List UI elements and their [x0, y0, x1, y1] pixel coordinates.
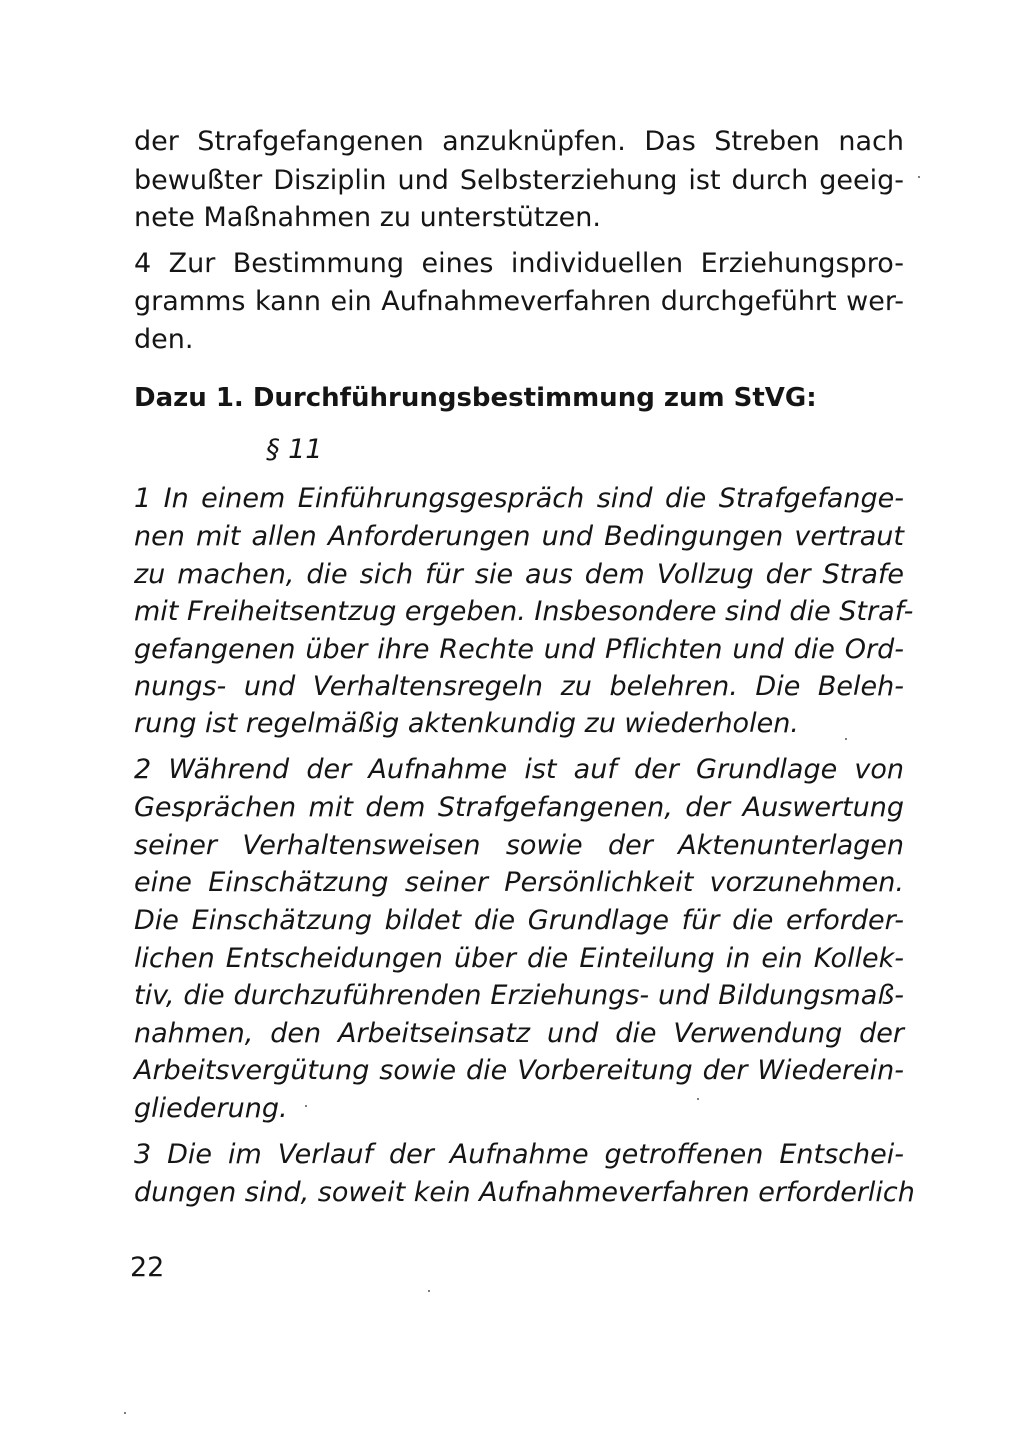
continuation-line: bewußter Disziplin und Selbsterziehung ist durch geeig-: [134, 165, 904, 196]
paragraph-1-line: nungs- und Verhaltensregeln zu belehren. Die Beleh-: [134, 671, 904, 702]
paragraph-1-line: nen mit allen Anforderungen und Bedingungen vertraut: [134, 521, 904, 552]
paragraph-3-line: 3 Die im Verlauf der Aufnahme getroffenen Entschei-: [134, 1139, 904, 1170]
paragraph-1-line: zu machen, die sich für sie aus dem Vollzug der Strafe: [134, 559, 904, 590]
paragraph-1-line: gefangenen über ihre Rechte und Pflichten und die Ord-: [134, 634, 904, 665]
paragraph-1-line: 1 In einem Einführungsgespräch sind die Strafgefange-: [134, 483, 904, 514]
scan-speck: [305, 1105, 307, 1107]
scan-speck: [918, 176, 920, 178]
paragraph-2-line: gliederung.: [134, 1093, 288, 1124]
paragraph-3-line: dungen sind, soweit kein Aufnahmeverfahren erforderlich: [134, 1177, 915, 1208]
paragraph-2-line: lichen Entscheidungen über die Einteilung in ein Kollek-: [134, 943, 904, 974]
paragraph-1-line: mit Freiheitsentzug ergeben. Insbesondere sind die Straf-: [134, 596, 914, 627]
continuation-line: der Strafgefangenen anzuknüpfen. Das Streben nach: [134, 126, 904, 157]
section-heading: Dazu 1. Durchführungsbestimmung zum StVG:: [134, 383, 817, 413]
paragraph-2-line: seiner Verhaltensweisen sowie der Aktenunterlagen: [134, 830, 904, 861]
continuation-line: nete Maßnahmen zu unterstützen.: [134, 202, 601, 233]
page-number: 22: [130, 1252, 165, 1283]
paragraph-2-line: eine Einschätzung seiner Persönlichkeit vorzunehmen.: [134, 867, 904, 898]
section-mark: § 11: [266, 434, 323, 465]
scan-speck: [697, 1098, 699, 1100]
paragraph-2-line: nahmen, den Arbeitseinsatz und die Verwendung der: [134, 1018, 904, 1049]
scan-speck: [845, 738, 847, 740]
paragraph-2-line: tiv, die durchzuführenden Erziehungs- und Bildungsmaß-: [134, 980, 904, 1011]
scan-speck: [124, 1412, 126, 1414]
scan-speck: [428, 1290, 430, 1292]
item-4-line: 4 Zur Bestimmung eines individuellen Erziehungspro-: [134, 248, 904, 279]
paragraph-2-line: Arbeitsvergütung sowie die Vorbereitung der Wiederein-: [134, 1055, 904, 1086]
item-4-line: den.: [134, 324, 194, 355]
paragraph-2-line: Gesprächen mit dem Strafgefangenen, der Auswertung: [134, 792, 904, 823]
item-4-line: gramms kann ein Aufnahmeverfahren durchgeführt wer-: [134, 286, 904, 317]
paragraph-1-line: rung ist regelmäßig aktenkundig zu wiederholen.: [134, 708, 799, 739]
paragraph-2-line: 2 Während der Aufnahme ist auf der Grundlage von: [134, 754, 904, 785]
paragraph-2-line: Die Einschätzung bildet die Grundlage für die erforder-: [134, 905, 904, 936]
